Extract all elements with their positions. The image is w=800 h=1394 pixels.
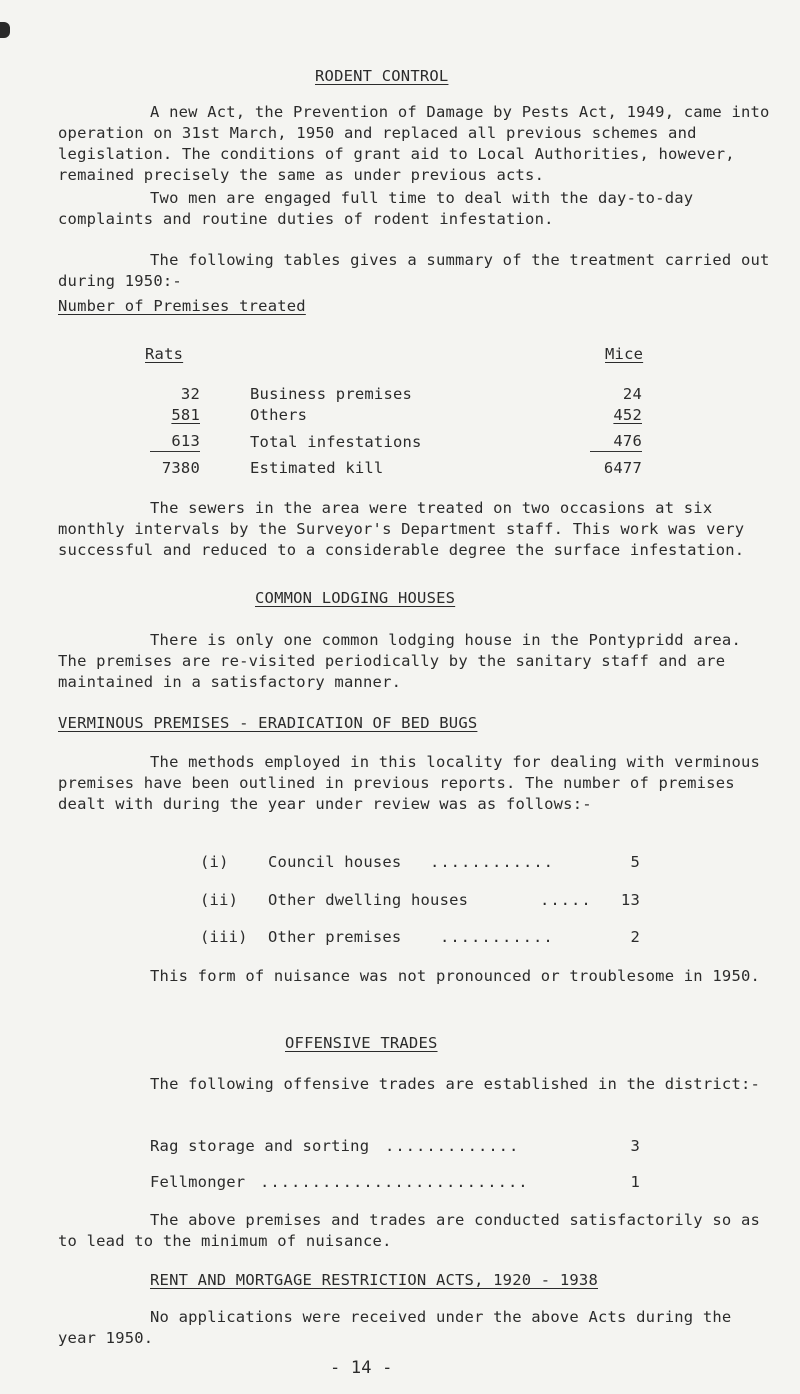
mice-total: 476 [590,432,642,452]
mice-others: 452 [613,406,642,424]
heading-rodent-control: RODENT CONTROL [315,67,449,85]
vermin-item-num: (iii) [200,928,248,946]
paragraph-sewers: The sewers in the area were treated on two occasions at six monthly intervals by the Surveyor's Department staff. This work was very successful and reduced to a considerable degree the surface infestation. [58,499,745,559]
rats-estimated-kill: 7380 [161,459,200,477]
paragraph-vermin: The methods employed in this locality for dealing with verminous premises have been outlined in previous reports. The number of premises dealt with during the year under review was as follows:- [58,753,761,813]
trade-value: 3 [630,1137,640,1155]
paragraph-rent: No applications were received under the above Acts during the year 1950. [58,1308,732,1347]
vermin-item-value: 5 [630,853,640,871]
paragraph-summary-intro: The following tables gives a summary of the treatment carried out during 1950:- [58,251,770,290]
heading-verminous-premises: VERMINOUS PREMISES - ERADICATION OF BED BUGS [58,714,478,732]
vermin-item-value: 2 [630,928,640,946]
vermin-item-dots: ..... [540,891,592,909]
paragraph-offensive: The following offensive trades are established in the district:- [150,1075,761,1093]
vermin-item-label: Council houses [268,853,402,871]
vermin-item-dots: ........... [440,928,554,946]
rats-total: 613 [150,432,200,452]
paragraph-nuisance: This form of nuisance was not pronounced or troublesome in 1950. [150,967,761,985]
row-label-others: Others [250,406,308,424]
vermin-item-label: Other premises [268,928,402,946]
rats-others: 581 [171,406,200,424]
trade-label: Fellmonger [150,1173,246,1191]
page-number: - 14 - [330,1358,393,1378]
heading-rent-mortgage: RENT AND MORTGAGE RESTRICTION ACTS, 1920 - 1938 [150,1271,598,1289]
paragraph-trades-conducted: The above premises and trades are conducted satisfactorily so as to lead to the minimum of nuisance. [58,1211,761,1250]
trade-label: Rag storage and sorting [150,1137,370,1155]
paragraph-two-men: Two men are engaged full time to deal with the day-to-day complaints and routine duties of rodent infestation. [58,189,694,228]
vermin-item-label: Other dwelling houses [268,891,469,909]
paragraph-lodging: There is only one common lodging house in the Pontypridd area. The premises are re-visited periodically by the sanitary staff and are maintained in a satisfactory manner. [58,631,741,691]
vermin-item-dots: ............ [430,853,554,871]
mice-estimated-kill: 6477 [603,459,642,477]
vermin-item-num: (ii) [200,891,239,909]
column-header-mice: Mice [605,345,644,363]
heading-premises-treated: Number of Premises treated [58,297,306,315]
mice-business: 24 [622,385,642,403]
row-label-total: Total infestations [250,433,422,451]
vermin-item-num: (i) [200,853,229,871]
heading-common-lodging-houses: COMMON LODGING HOUSES [255,589,456,607]
column-header-rats: Rats [145,345,184,363]
row-label-business: Business premises [250,385,413,403]
vermin-item-value: 13 [620,891,640,909]
row-label-estimated-kill: Estimated kill [250,459,384,477]
binding-mark [0,22,10,38]
trade-dots: .......................... [260,1173,529,1191]
rats-business: 32 [180,385,200,403]
trade-value: 1 [630,1173,640,1191]
paragraph-new-act: A new Act, the Prevention of Damage by Pests Act, 1949, came into operation on 31st March, 1950 and replaced all previous schemes and legislation. The conditions of grant aid to Local Authorities, however, remained precisely the same as under previous acts. [58,103,770,184]
heading-offensive-trades: OFFENSIVE TRADES [285,1034,438,1052]
trade-dots: ............. [385,1137,520,1155]
